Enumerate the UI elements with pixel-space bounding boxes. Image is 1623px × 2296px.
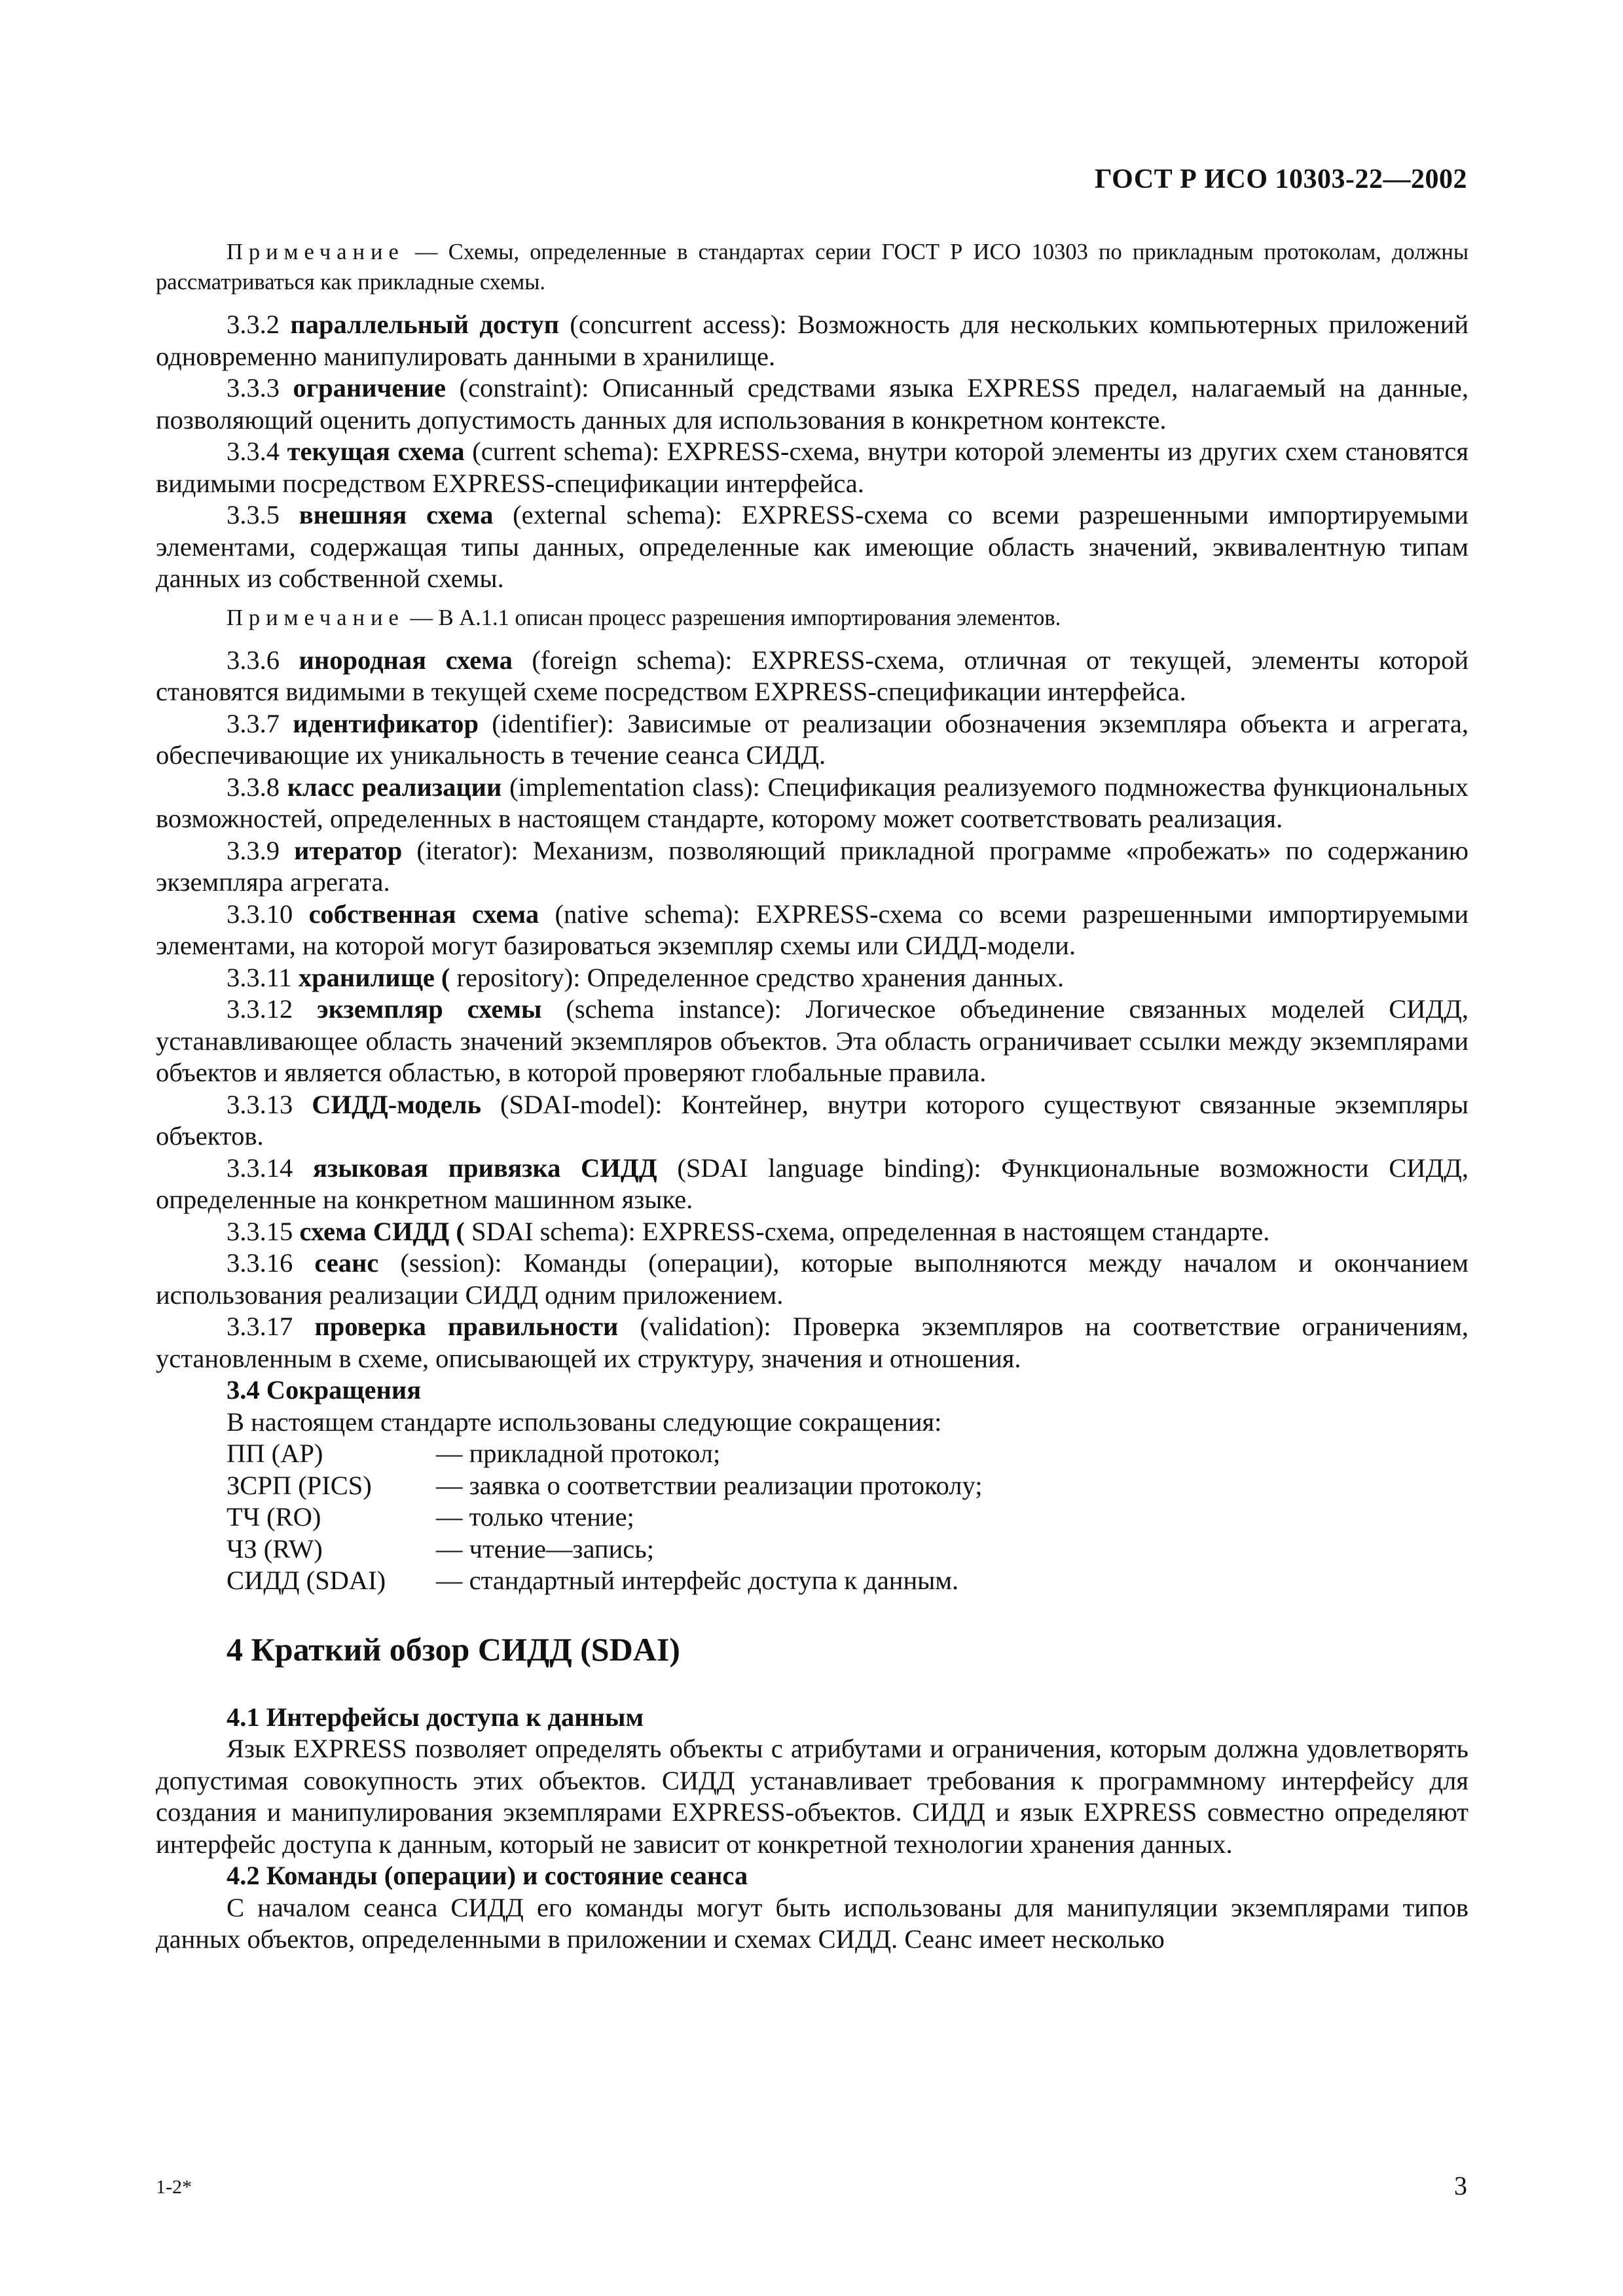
terms-list-b [156,645,1468,1375]
note-label: Примечание [227,605,405,630]
body-paragraph: Язык EXPRESS позволяет определять объекты с атрибутами и ограничения, которым должна удовлетворять допустимая совокупность этих объектов. СИДД устанавливает требования к программному интерфейсу для создания и манипулирования экземплярами EXPRESS-объектов. СИДД и язык EXPRESS совместно определяют интерфейс доступа к данным, который не зависит от конкретной технологии хранения данных. [156,1734,1468,1859]
term-number: 3.3.15 [227,1216,293,1246]
term-definition [156,899,1468,962]
term-number: 3.3.13 [227,1089,293,1119]
page-number: 3 [1454,2171,1467,2200]
term-name: итератор [294,835,403,865]
abbreviation-meaning: — заявка о соответствии реализации протоколу; [436,1470,983,1500]
abbreviation: ЗСРП (PICS) [227,1470,372,1500]
note-paragraph [156,237,1468,297]
abbreviation-row [156,1534,1468,1566]
term-def: (schema instance): Логическое объединение связанных моделей СИДД, устанавливающее область значений экземпляров объектов. Эта область ограничивает ссылки между экземплярами объектов и является областью, в которой проверяют глобальные правила. [156,994,1469,1087]
term-definition [156,436,1468,499]
term-number: 3.3.2 [227,310,280,339]
term-def: (concurrent access): Возможность для нескольких компьютерных приложений одновременно манипулировать данными в хранилище. [156,310,1468,371]
term-def: (validation): Проверка экземпляров на соответствие ограничениям, установленным в схеме, описывающей их структуру, значения и отношения. [156,1312,1469,1373]
abbreviation-meaning: — чтение—запись; [436,1534,654,1564]
term-name: идентификатор [293,708,479,738]
term-number: 3.3.6 [227,645,280,675]
term-number: 3.3.9 [227,835,280,865]
term-definition [156,994,1468,1089]
term-def: (session): Команды (операции), которые выполняются между началом и окончанием использования реализации СИДД одним приложением. [156,1248,1468,1310]
term-name: параллельный доступ [290,310,560,339]
abbreviation-row [156,1438,1468,1470]
terms-list-a [156,309,1468,595]
term-def: SDAI schema): EXPRESS-схема, определенная в настоящем стандарте. [471,1216,1270,1246]
footer-signature-mark: 1-2* [156,2176,192,2198]
section-heading: 4 Краткий обзор СИДД (SDAI) [227,1630,680,1668]
term-number: 3.3.12 [227,994,293,1024]
term-def: repository): Определенное средство хранения данных. [456,962,1065,992]
term-def: (native schema): EXPRESS-схема со всеми разрешенными импортируемыми элементами, на которой могут базироваться экземпляр схемы или СИДД-модели. [156,899,1469,960]
note-text: — В А.1.1 описан процесс разрешения импортирования элементов. [410,605,1061,630]
subsection-heading: 4.1 Интерфейсы доступа к данным [227,1702,644,1732]
term-number: 3.3.7 [227,708,280,738]
term-number: 3.3.5 [227,500,280,529]
term-definition [156,708,1468,772]
term-definition [156,1247,1468,1311]
note-label: Примечание [227,240,405,264]
term-definition [156,962,1468,994]
term-def: (foreign schema): EXPRESS-схема, отличная от текущей, элементы которой становятся видимыми в текущей схеме посредством EXPRESS-спецификации интерфейса. [156,645,1469,706]
note-text: — Схемы, определенные в стандартах серии ГОСТ Р ИСО 10303 по прикладным протоколам, должны рассматриваться как прикладные схемы. [156,240,1469,295]
term-def: (SDAI-model): Контейнер, внутри которого существуют связанные экземпляры объектов. [156,1089,1469,1151]
term-name: текущая схема [287,437,465,466]
document-header: ГОСТ Р ИСО 10303-22—2002 [1094,164,1467,194]
term-def: (SDAI language binding): Функциональные возможности СИДД, определенные на конкретном машинном языке. [156,1153,1469,1214]
term-name: инородная схема [299,645,513,675]
term-number: 3.3.8 [227,772,280,802]
abbreviation: ПП (AP) [227,1439,323,1468]
term-name: схема СИДД ( [299,1216,465,1246]
term-name: собственная схема [308,899,539,929]
subsection-heading: 4.2 Команды (операции) и состояние сеанса [227,1861,748,1890]
term-definition [156,835,1468,899]
term-number: 3.3.10 [227,899,293,929]
abbreviation-meaning: — стандартный интерфейс доступа к данным. [436,1566,959,1595]
term-definition [156,1311,1468,1374]
abbreviation: СИДД (SDAI) [227,1566,386,1595]
term-definition [156,1089,1468,1153]
term-def: (current schema): EXPRESS-схема, внутри которой элементы из других схем становятся видимыми посредством EXPRESS-спецификации интерфейса. [156,437,1469,498]
abbreviations-list [156,1438,1468,1597]
term-definition [156,499,1468,595]
term-definition [156,1153,1468,1216]
term-number: 3.3.16 [227,1248,293,1278]
document-body [156,237,1468,1956]
term-name: ограничение [293,373,447,403]
abbreviation: ЧЗ (RW) [227,1534,323,1564]
term-number: 3.3.14 [227,1153,293,1183]
term-def: (constraint): Описанный средствами языка EXPRESS предел, налагаемый на данные, позволяющий оценить допустимость данных для использования в конкретном контексте. [156,373,1469,435]
abbreviation-meaning: — прикладной протокол; [436,1439,721,1468]
term-number: 3.3.3 [227,373,280,403]
term-definition [156,309,1468,372]
body-paragraph: С началом сеанса СИДД его команды могут быть использованы для манипуляции экземплярами типов данных объектов, определенными в приложении и схемах СИДД. Сеанс имеет несколько [156,1892,1468,1954]
abbreviations-heading: 3.4 Сокращения [227,1375,422,1405]
term-name: хранилище ( [298,962,450,992]
term-name: проверка правильности [314,1312,619,1341]
term-definition [156,1216,1468,1248]
abbreviations-intro: В настоящем стандарте использованы следующие сокращения: [227,1407,942,1437]
term-definition [156,372,1468,436]
term-name: языковая привязка СИДД [313,1153,657,1183]
term-def: (implementation class): Спецификация реализуемого подмножества функциональных возможностей, определенных в настоящем стандарте, которому может соответствовать реализация. [156,772,1468,833]
abbreviation-row [156,1470,1468,1502]
term-name: внешняя схема [299,500,494,529]
abbreviation: ТЧ (RO) [227,1502,321,1532]
abbreviation-meaning: — только чтение; [436,1502,634,1532]
term-def: (iterator): Механизм, позволяющий прикладной программе «пробежать» по содержанию экземпляра агрегата. [156,835,1469,897]
term-number: 3.3.17 [227,1312,293,1341]
term-name: сеанс [314,1248,379,1278]
abbreviation-row [156,1501,1468,1534]
term-number: 3.3.4 [227,437,280,466]
term-name: экземпляр схемы [317,994,542,1024]
term-definition [156,645,1468,708]
term-definition [156,772,1468,835]
term-number: 3.3.11 [227,962,292,992]
abbreviation-row [156,1565,1468,1597]
note-paragraph [156,603,1468,633]
term-def: (external schema): EXPRESS-схема со всеми разрешенными импортируемыми элементами, содержащая типы данных, определенные как имеющие область значений, эквивалентную типам данных из собственной схемы. [156,500,1468,593]
term-name: класс реализации [287,772,502,802]
term-def: (identifier): Зависимые от реализации обозначения экземпляра объекта и агрегата, обеспечивающие их уникальность в течение сеанса СИДД. [156,708,1469,770]
term-name: СИДД-модель [312,1089,481,1119]
